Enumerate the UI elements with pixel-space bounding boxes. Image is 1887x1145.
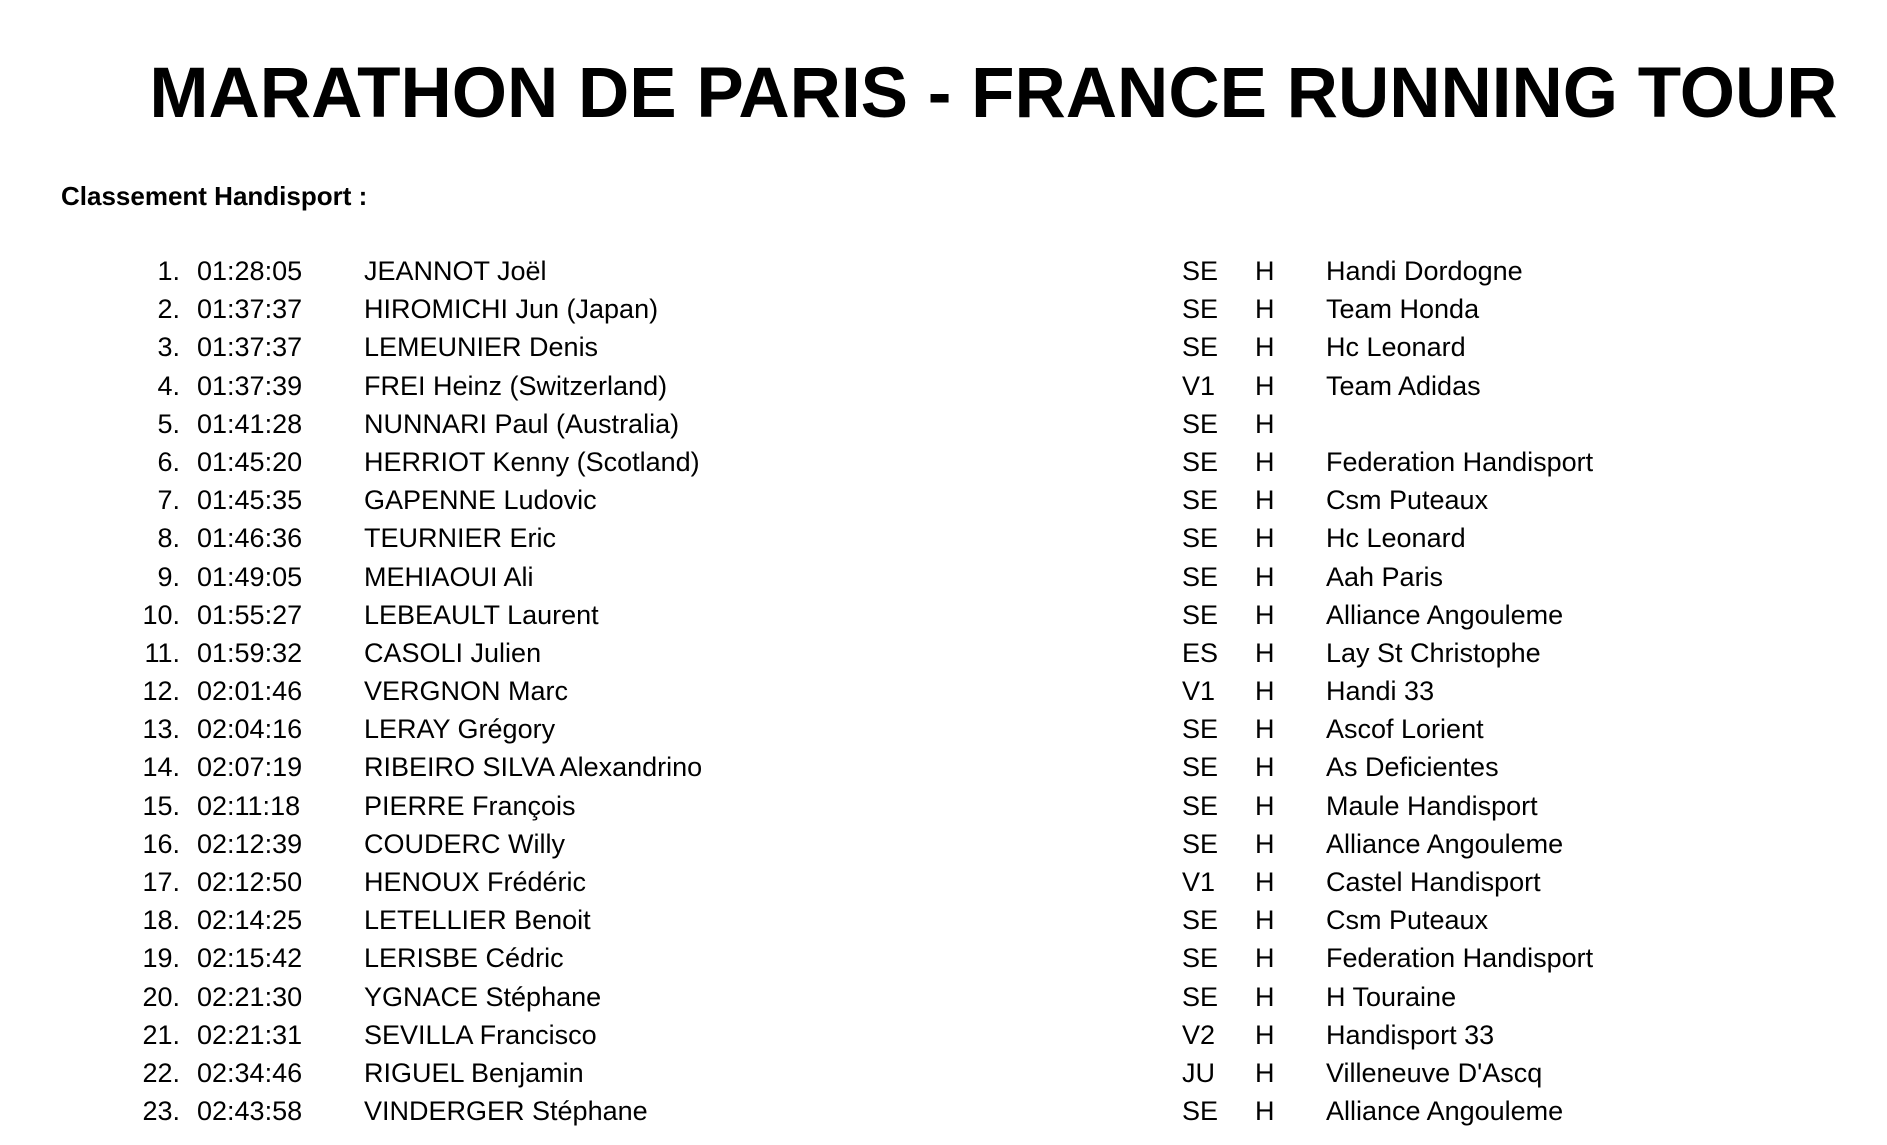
result-rank: 20. <box>142 981 180 1012</box>
result-rank: 3. <box>157 332 180 363</box>
result-row <box>0 825 1887 863</box>
result-sex: H <box>1255 523 1275 554</box>
result-row <box>0 328 1887 366</box>
document-title: MARATHON DE PARIS - FRANCE RUNNING TOUR <box>149 54 1838 133</box>
result-name: LEBEAULT Laurent <box>364 599 599 630</box>
result-row <box>0 748 1887 786</box>
result-name: VINDERGER Stéphane <box>364 1096 648 1127</box>
result-category: SE <box>1182 599 1219 630</box>
result-time: 02:11:18 <box>197 790 301 821</box>
result-sex: H <box>1255 599 1275 630</box>
result-sex: H <box>1255 446 1275 477</box>
result-name: CASOLI Julien <box>364 637 542 668</box>
result-name: MEHIAOUI Ali <box>364 561 534 592</box>
result-name: FREI Heinz (Switzerland) <box>364 370 668 401</box>
result-name: YGNACE Stéphane <box>364 981 602 1012</box>
result-row <box>0 634 1887 672</box>
result-club: Handi Dordogne <box>1326 256 1523 286</box>
result-category: SE <box>1182 981 1219 1012</box>
result-row <box>0 787 1887 825</box>
result-sex: H <box>1255 790 1275 821</box>
result-rank: 10. <box>142 599 180 630</box>
result-row <box>0 405 1887 443</box>
result-sex: H <box>1255 828 1275 859</box>
result-name: COUDERC Willy <box>364 828 565 859</box>
result-rank: 13. <box>142 714 180 745</box>
result-category: SE <box>1182 828 1219 859</box>
result-club: Team Honda <box>1326 294 1480 325</box>
result-time: 01:37:37 <box>197 294 303 325</box>
result-time: 02:04:16 <box>197 714 303 745</box>
result-time: 02:15:42 <box>197 943 303 974</box>
result-category: SE <box>1182 332 1219 363</box>
result-category: SE <box>1182 256 1219 286</box>
result-club: Handisport 33 <box>1326 1019 1495 1050</box>
result-name: GAPENNE Ludovic <box>364 485 597 516</box>
result-time: 01:46:36 <box>197 523 303 554</box>
result-sex: H <box>1255 294 1275 325</box>
result-time: 02:21:30 <box>197 981 303 1012</box>
result-club: Handi 33 <box>1326 676 1435 707</box>
result-sex: H <box>1255 905 1275 936</box>
result-category: SE <box>1182 752 1219 783</box>
result-club: Aah Paris <box>1326 561 1444 592</box>
result-club: Csm Puteaux <box>1326 905 1489 936</box>
result-time: 01:37:39 <box>197 370 303 401</box>
result-club: Villeneuve D'Ascq <box>1326 1057 1543 1088</box>
result-club: Alliance Angouleme <box>1326 828 1564 859</box>
result-rank: 11. <box>144 637 180 668</box>
result-time: 02:14:25 <box>197 905 303 936</box>
result-category: JU <box>1182 1057 1215 1088</box>
result-rank: 23. <box>142 1096 180 1127</box>
result-category: V1 <box>1182 676 1216 707</box>
section-heading: Classement Handisport : <box>61 181 368 211</box>
result-row <box>0 672 1887 710</box>
result-sex: H <box>1255 561 1275 592</box>
result-time: 02:12:39 <box>197 828 303 859</box>
result-category: V2 <box>1182 1019 1216 1050</box>
result-rank: 18. <box>142 905 180 936</box>
result-club: Team Adidas <box>1326 370 1481 401</box>
result-row <box>0 558 1887 596</box>
result-sex: H <box>1255 1057 1275 1088</box>
result-category: SE <box>1182 446 1219 477</box>
result-time: 02:34:46 <box>197 1057 303 1088</box>
result-row <box>0 1054 1887 1092</box>
result-row <box>0 252 1887 290</box>
result-category: V1 <box>1182 370 1216 401</box>
result-name: LERAY Grégory <box>364 714 556 745</box>
result-row <box>0 481 1887 519</box>
result-row <box>0 939 1887 977</box>
result-rank: 8. <box>157 523 180 554</box>
result-sex: H <box>1255 676 1275 707</box>
result-club: Federation Handisport <box>1326 446 1594 477</box>
result-sex: H <box>1255 981 1275 1012</box>
result-name: HIROMICHI Jun (Japan) <box>364 294 659 325</box>
result-sex: H <box>1255 637 1275 668</box>
result-name: LETELLIER Benoit <box>364 905 591 936</box>
result-time: 02:21:31 <box>197 1019 303 1050</box>
result-category: ES <box>1182 637 1219 668</box>
result-row <box>0 978 1887 1016</box>
result-row <box>0 596 1887 634</box>
result-name: JEANNOT Joël <box>364 256 547 286</box>
result-rank: 19. <box>142 943 180 974</box>
result-name: RIGUEL Benjamin <box>364 1057 584 1088</box>
result-rank: 14. <box>142 752 180 783</box>
result-category: SE <box>1182 714 1219 745</box>
result-category: SE <box>1182 485 1219 516</box>
result-category: SE <box>1182 561 1219 592</box>
result-time: 01:59:32 <box>197 637 303 668</box>
result-club: Castel Handisport <box>1326 867 1541 897</box>
result-rank: 21. <box>142 1019 180 1050</box>
result-rank: 17. <box>142 867 180 897</box>
result-row <box>0 901 1887 939</box>
result-row <box>0 1016 1887 1054</box>
result-category: V1 <box>1182 867 1216 897</box>
result-category: SE <box>1182 790 1219 821</box>
result-rank: 2. <box>157 294 180 325</box>
result-category: SE <box>1182 294 1219 325</box>
result-row <box>0 367 1887 405</box>
result-sex: H <box>1255 867 1275 897</box>
result-name: LEMEUNIER Denis <box>364 332 599 363</box>
result-time: 02:12:50 <box>197 867 303 897</box>
result-sex: H <box>1255 1096 1275 1127</box>
result-time: 02:01:46 <box>197 676 303 707</box>
result-club: Alliance Angouleme <box>1326 599 1564 630</box>
result-category: SE <box>1182 1096 1219 1127</box>
result-name: NUNNARI Paul (Australia) <box>364 408 680 439</box>
result-sex: H <box>1255 485 1275 516</box>
result-rank: 9. <box>157 561 180 592</box>
result-row <box>0 710 1887 748</box>
result-rank: 4. <box>157 370 180 401</box>
result-rank: 6. <box>157 446 180 477</box>
result-row <box>0 443 1887 481</box>
result-club: Lay St Christophe <box>1326 637 1541 668</box>
result-time: 02:43:58 <box>197 1096 303 1127</box>
result-name: HERRIOT Kenny (Scotland) <box>364 446 700 477</box>
result-club: Maule Handisport <box>1326 790 1538 821</box>
result-club: Federation Handisport <box>1326 943 1594 974</box>
result-rank: 12. <box>142 676 180 707</box>
result-time: 01:41:28 <box>197 408 303 439</box>
result-row <box>0 863 1887 901</box>
result-sex: H <box>1255 408 1275 439</box>
result-category: SE <box>1182 523 1219 554</box>
result-rank: 1. <box>157 256 180 286</box>
result-time: 01:37:37 <box>197 332 303 363</box>
result-time: 01:55:27 <box>197 599 303 630</box>
result-row <box>0 1092 1887 1130</box>
result-sex: H <box>1255 943 1275 974</box>
result-time: 02:07:19 <box>197 752 303 783</box>
result-rank: 22. <box>142 1057 180 1088</box>
result-sex: H <box>1255 256 1275 286</box>
result-category: SE <box>1182 905 1219 936</box>
result-category: SE <box>1182 408 1219 439</box>
result-sex: H <box>1255 714 1275 745</box>
result-name: RIBEIRO SILVA Alexandrino <box>364 752 703 783</box>
result-name: VERGNON Marc <box>364 676 569 707</box>
result-club: Csm Puteaux <box>1326 485 1489 516</box>
result-name: PIERRE François <box>364 790 576 821</box>
result-sex: H <box>1255 752 1275 783</box>
result-club: Hc Leonard <box>1326 332 1466 363</box>
result-rank: 15. <box>142 790 180 821</box>
result-sex: H <box>1255 1019 1275 1050</box>
result-name: HENOUX Frédéric <box>364 867 587 897</box>
result-name: TEURNIER Eric <box>364 523 557 554</box>
result-rank: 16. <box>142 828 180 859</box>
result-sex: H <box>1255 332 1275 363</box>
result-club: Hc Leonard <box>1326 523 1466 554</box>
result-club: As Deficientes <box>1326 752 1499 783</box>
result-club: Ascof Lorient <box>1326 714 1484 745</box>
result-rank: 7. <box>157 485 180 516</box>
result-time: 01:45:20 <box>197 446 303 477</box>
result-row <box>0 290 1887 328</box>
result-time: 01:49:05 <box>197 561 303 592</box>
result-name: SEVILLA Francisco <box>364 1019 597 1050</box>
result-row <box>0 519 1887 557</box>
result-club: Alliance Angouleme <box>1326 1096 1564 1127</box>
result-sex: H <box>1255 370 1275 401</box>
result-time: 01:28:05 <box>197 256 303 286</box>
result-name: LERISBE Cédric <box>364 943 564 974</box>
result-club: H Touraine <box>1326 981 1457 1012</box>
result-category: SE <box>1182 943 1219 974</box>
results-list <box>0 252 1887 1130</box>
result-time: 01:45:35 <box>197 485 303 516</box>
result-rank: 5. <box>157 408 180 439</box>
